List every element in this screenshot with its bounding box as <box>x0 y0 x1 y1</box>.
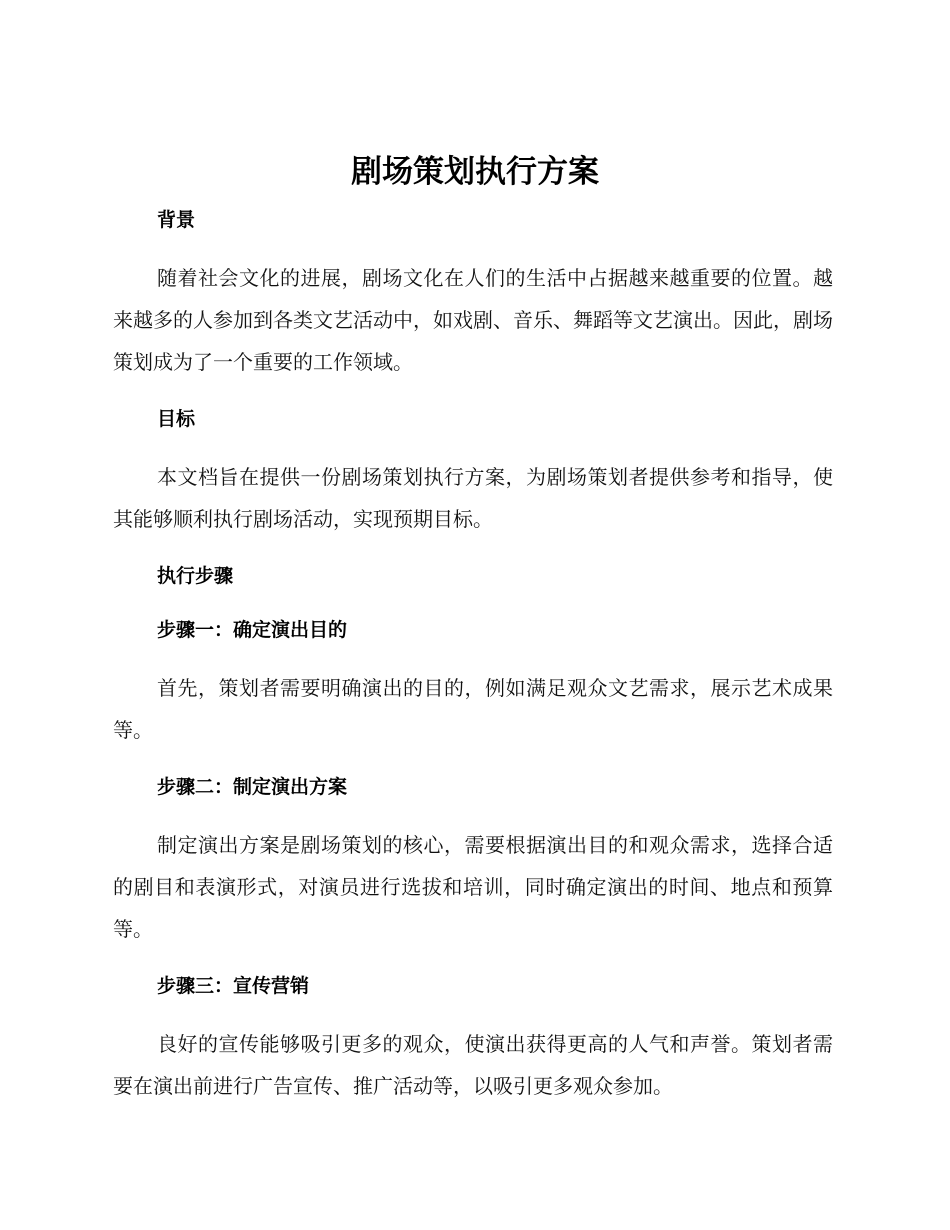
section-heading-steps: 执行步骤 <box>157 565 234 587</box>
document-body <box>113 204 833 1107</box>
section-steps <box>113 560 833 1107</box>
section-goal <box>113 403 833 540</box>
step-heading-one: 步骤一：确定演出目的 <box>157 619 348 641</box>
section-paragraph-background: 随着社会文化的进展，剧场文化在人们的生活中占据越来越重要的位置。越来越多的人参加到各类文艺活动中，如戏剧、音乐、舞蹈等文艺演出。因此，剧场策划成为了一个重要的工作领域。 <box>113 266 833 374</box>
step-two <box>113 771 833 950</box>
step-one <box>113 614 833 751</box>
step-paragraph-one: 首先，策划者需要明确演出的目的，例如满足观众文艺需求，展示艺术成果等。 <box>113 676 833 742</box>
step-paragraph-three: 良好的宣传能够吸引更多的观众，使演出获得更高的人气和声誉。策划者需要在演出前进行广告宣传、推广活动等，以吸引更多观众参加。 <box>113 1032 833 1098</box>
section-background <box>113 204 833 383</box>
step-paragraph-two: 制定演出方案是剧场策划的核心，需要根据演出目的和观众需求，选择合适的剧目和表演形式，对演员进行选拔和培训，同时确定演出的时间、地点和预算等。 <box>113 833 833 941</box>
section-paragraph-goal: 本文档旨在提供一份剧场策划执行方案，为剧场策划者提供参考和指导，使其能够顺利执行剧场活动，实现预期目标。 <box>113 465 833 531</box>
page-title: 剧场策划执行方案 <box>351 154 599 190</box>
step-heading-three: 步骤三：宣传营销 <box>157 975 310 997</box>
step-three <box>113 970 833 1107</box>
section-heading-background: 背景 <box>157 209 196 231</box>
step-heading-two: 步骤二：制定演出方案 <box>157 776 348 798</box>
section-heading-goal: 目标 <box>157 408 196 430</box>
